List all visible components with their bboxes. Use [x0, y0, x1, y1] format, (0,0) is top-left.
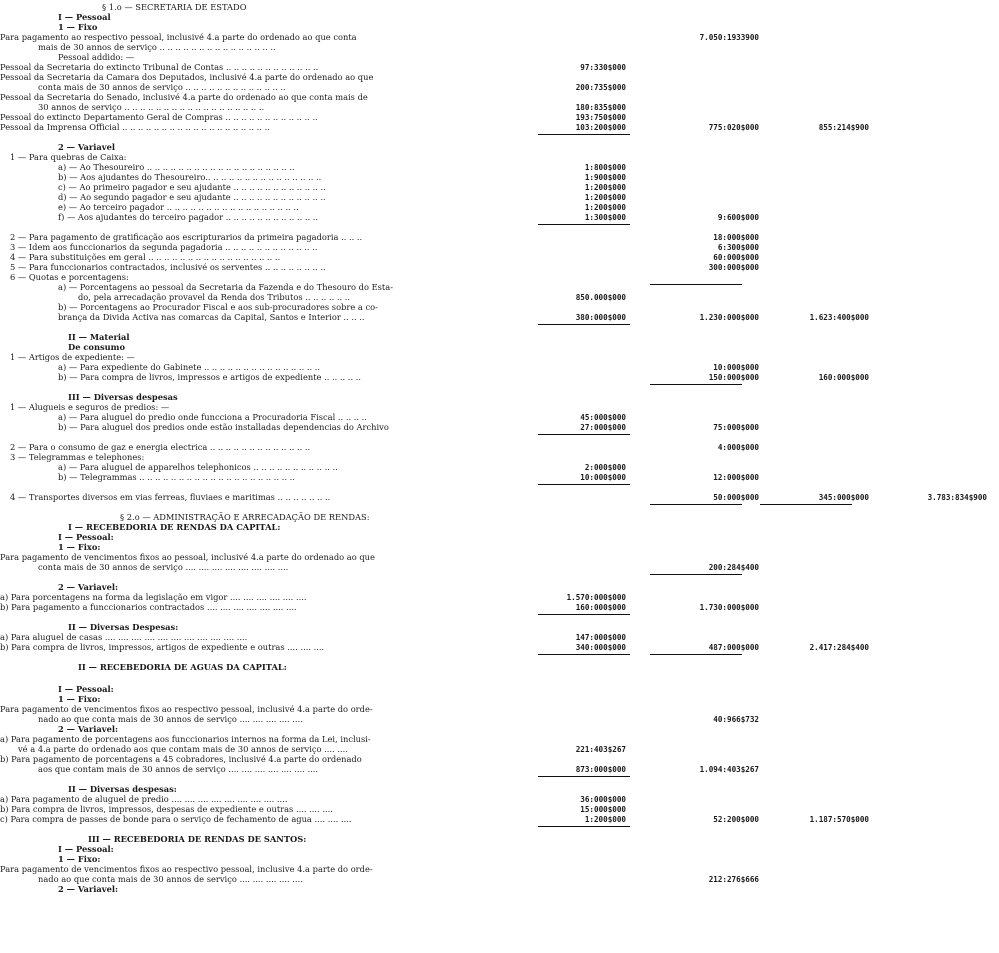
- amount-column-2: 6:300$000: [717, 243, 759, 252]
- line-text: b) — Porcentagens ao Procurador Fiscal e aos sub-procuradores sobre a co-: [58, 302, 378, 312]
- total-rule: [650, 574, 742, 575]
- line-text: Para pagamento ao respectivo pessoal, inclusivé 4.a parte do ordenado ao que conta: [0, 32, 357, 42]
- amount-column-2: 300:000$000: [708, 263, 759, 272]
- amount-column-1: 180:835$000: [575, 103, 626, 112]
- line-text: conta mais de 30 annos de serviço .. .. .. .. .. .. .. .. .. .. .. .. ..: [38, 82, 286, 92]
- budget-line: [0, 422, 999, 433]
- line-text: nado ao que conta mais de 30 annos de serviço .... .... .... .... ....: [38, 714, 303, 724]
- section-heading: I — Pessoal: [58, 12, 111, 22]
- amount-column-1: 850.000$000: [575, 293, 626, 302]
- amount-column-2: 487:000$000: [708, 643, 759, 652]
- budget-line: [0, 372, 999, 383]
- budget-line: [0, 884, 999, 895]
- amount-column-1: 36:000$000: [580, 795, 626, 804]
- budget-line: [0, 764, 999, 775]
- amount-column-2: 40:966$732: [713, 715, 759, 724]
- budget-line: [0, 492, 999, 503]
- line-text: b) — Telegrammas .. .. .. .. .. .. .. .. .. .. .. .. .. .. .. .. .. .. .. ..: [58, 472, 295, 482]
- amount-column-1: 1:200$000: [584, 193, 626, 202]
- line-text: b) Para compra de livros, impressos, despesas de expediente e outras .... .... ....: [0, 804, 333, 814]
- section-heading: III — Diversas despesas: [68, 392, 178, 402]
- amount-column-2: 1.230:000$000: [699, 313, 759, 322]
- amount-column-4: 3.783:834$900: [927, 493, 987, 502]
- amount-column-1: 15:000$000: [580, 805, 626, 814]
- budget-line: [0, 312, 999, 323]
- line-text: b) — Aos ajudantes do Thesoureiro.. .. .. .. .. .. .. .. .. .. .. .. .. .. ..: [58, 172, 322, 182]
- line-text: Pessoal da Secretaria do extincto Tribunal de Contas .. .. .. .. .. .. .. .. .. .. .. ..: [0, 62, 319, 72]
- total-rule: [538, 324, 630, 325]
- amount-column-2: 775:020$000: [708, 123, 759, 132]
- section-heading: II — Diversas despesas:: [68, 784, 177, 794]
- amount-column-2: 52:200$000: [713, 815, 759, 824]
- line-text: b) Para pagamento de porcentagens a 45 cobradores, inclusivé 4.a parte do ordenado: [0, 754, 362, 764]
- line-text: 3 — Telegrammas e telephones:: [10, 452, 145, 462]
- amount-column-3: 345:000$000: [818, 493, 869, 502]
- section-heading: 1 — Fixo:: [58, 854, 101, 864]
- line-text: 2 — Para pagamento de gratificação aos escripturarios da primeira pagadoria .. .. ..: [10, 232, 363, 242]
- amount-column-1: 193:750$000: [575, 113, 626, 122]
- amount-column-1: 1:300$000: [584, 213, 626, 222]
- amount-column-2: 212:276$666: [708, 875, 759, 884]
- total-rule: [650, 504, 742, 505]
- section-heading: III — RECEBEDORIA DE RENDAS DE SANTOS:: [88, 834, 307, 844]
- line-text: Pessoal do extincto Departamento Geral de Compras .. .. .. .. .. .. .. .. .. .. .. ..: [0, 112, 318, 122]
- amount-column-1: 1:900$000: [584, 173, 626, 182]
- budget-line: [0, 562, 999, 573]
- amount-column-1: 97:330$000: [580, 63, 626, 72]
- line-text: 30 annos de serviço .. .. .. .. .. .. .. .. .. .. .. .. .. .. .. .. .. ..: [38, 102, 265, 112]
- amount-column-2: 75:000$000: [713, 423, 759, 432]
- amount-column-1: 45:000$000: [580, 413, 626, 422]
- section-heading: II — RECEBEDORIA DE AGUAS DA CAPITAL:: [78, 662, 287, 672]
- section-heading: 2 — Variavel: [58, 142, 116, 152]
- amount-column-3: 1.623:400$000: [809, 313, 869, 322]
- line-text: a) Para pagamento de aluguel de predio .... .... .... .... .... .... .... .... ....: [0, 794, 288, 804]
- section-heading: 1 — Fixo:: [58, 542, 101, 552]
- amount-column-1: 1:200$000: [584, 203, 626, 212]
- line-text: a) — Para aluguel de apparelhos telephonicos .. .. .. .. .. .. .. .. .. .. ..: [58, 462, 338, 472]
- budget-line: [0, 122, 999, 133]
- total-rule: [538, 776, 630, 777]
- section-heading: I — Pessoal:: [58, 684, 114, 694]
- amount-column-3: 855:214$900: [818, 123, 869, 132]
- line-text: 4 — Transportes diversos em vias ferreas, fluviaes e maritimas .. .. .. .. .. .. ..: [10, 492, 331, 502]
- section-heading: I — Pessoal:: [58, 844, 114, 854]
- line-text: Para pagamento de vencimentos fixos ao respectivo pessoal, inclusivé 4.a parte do orde-: [0, 704, 373, 714]
- amount-column-1: 221:403$267: [575, 745, 626, 754]
- line-text: a) — Porcentagens ao pessoal da Secretaria da Fazenda e do Thesouro do Esta-: [58, 282, 394, 292]
- amount-column-1: 10:000$000: [580, 473, 626, 482]
- line-text: Para pagamento de vencimentos fixos ao respectivo pessoal, inclusive 4.a parte do orde-: [0, 864, 373, 874]
- amount-column-2: 7.050:1933900: [699, 33, 759, 42]
- line-text: d) — Ao segundo pagador e seu ajudante .. .. .. .. .. .. .. .. .. .. .. ..: [58, 192, 326, 202]
- amount-column-1: 27:000$000: [580, 423, 626, 432]
- total-rule: [650, 654, 742, 655]
- line-text: a) Para porcentagens na forma da legislação em vigor .... .... .... .... .... ....: [0, 592, 307, 602]
- section-heading: II — Material: [68, 332, 130, 342]
- line-text: 1 — Artigos de expediente: —: [10, 352, 135, 362]
- total-rule: [538, 826, 630, 827]
- total-rule: [538, 224, 630, 225]
- budget-line: [0, 602, 999, 613]
- amount-column-1: 2:000$000: [584, 463, 626, 472]
- amount-column-1: 1:200$000: [584, 815, 626, 824]
- section-heading: 1 — Fixo: [58, 22, 98, 32]
- amount-column-1: 160:000$000: [575, 603, 626, 612]
- amount-column-1: 1.570:000$000: [566, 593, 626, 602]
- line-text: b) Para pagamento a funccionarios contractados .... .... .... .... .... .... ....: [0, 602, 297, 612]
- amount-column-1: 1:200$000: [584, 183, 626, 192]
- line-text: a) — Ao Thesoureiro .. .. .. .. .. .. .. .. .. .. .. .. .. .. .. .. .. .. ..: [58, 162, 295, 172]
- amount-column-3: 2.417:284$400: [809, 643, 869, 652]
- line-text: mais de 30 annos de serviço .. .. .. .. .. .. .. .. .. .. .. .. .. .. ..: [38, 42, 276, 52]
- amount-column-2: 1.730:000$000: [699, 603, 759, 612]
- line-text: Pessoal da Secretaria do Senado, inclusivé 4.a parte do ordenado ao que conta mais de: [0, 92, 368, 102]
- line-text: c) Para compra de passes de bonde para o serviço de fechamento de agua .... .... ....: [0, 814, 352, 824]
- line-text: c) — Ao primeiro pagador e seu ajudante .. .. .. .. .. .. .. .. .. .. .. ..: [58, 182, 326, 192]
- section-heading: II — Diversas Despesas:: [68, 622, 179, 632]
- line-text: conta mais de 30 annos de serviço .... .... .... .... .... .... .... ....: [38, 562, 289, 572]
- line-text: b) — Para compra de livros, impressos e artigos de expediente .. .. .. .. ..: [58, 372, 361, 382]
- line-text: a) — Para expediente do Gabinete .. .. .. .. .. .. .. .. .. .. .. .. .. .. ..: [58, 362, 321, 372]
- amount-column-1: 340:000$000: [575, 643, 626, 652]
- amount-column-1: 103:200$000: [575, 123, 626, 132]
- amount-column-2: 10:000$000: [713, 363, 759, 372]
- total-rule: [538, 134, 630, 135]
- total-rule: [538, 614, 630, 615]
- line-text: Pessoal addido: —: [58, 52, 135, 62]
- amount-column-3: 160:000$000: [818, 373, 869, 382]
- budget-line: [0, 472, 999, 483]
- total-rule: [538, 434, 630, 435]
- line-text: 3 — Idem aos funccionarios da segunda pagadoria .. .. .. .. .. .. .. .. .. .. .. ..: [10, 242, 318, 252]
- line-text: § 1.o — SECRETARIA DE ESTADO: [102, 2, 247, 12]
- line-text: a) Para aluguel de casas .... .... .... .... .... .... .... .... .... .... ....: [0, 632, 248, 642]
- amount-column-2: 1.094:403$267: [699, 765, 759, 774]
- line-text: 1 — Alugueis e seguros de predios: —: [10, 402, 170, 412]
- line-text: Pessoal da Imprensa Official .. .. .. .. .. .. .. .. .. .. .. .. .. .. .. .. .. .. ..: [0, 122, 270, 132]
- budget-line: [0, 814, 999, 825]
- line-text: a) Para pagamento de porcentagens aos funccionarios internos na forma da Lei, inclusi-: [0, 734, 371, 744]
- amount-column-1: 1:800$000: [584, 163, 626, 172]
- section-heading: 2 — Variavel:: [58, 884, 119, 894]
- amount-column-1: 147:000$000: [575, 633, 626, 642]
- section-heading: 2 — Variavel:: [58, 582, 119, 592]
- amount-column-2: 150:000$000: [708, 373, 759, 382]
- total-rule: [650, 384, 742, 385]
- line-text: brança da Divida Activa nas comarcas da Capital, Santos e Interior .. .. ..: [58, 312, 365, 322]
- amount-column-2: 50:000$000: [713, 493, 759, 502]
- budget-line: [0, 642, 999, 653]
- section-heading: I — Pessoal:: [58, 532, 114, 542]
- section-heading: De consumo: [68, 342, 125, 352]
- amount-column-1: 200:735$000: [575, 83, 626, 92]
- amount-column-2: 60:000$000: [713, 253, 759, 262]
- line-text: 2 — Para o consumo de gaz e energia electrica .. .. .. .. .. .. .. .. .. .. .. .. ..: [10, 442, 311, 452]
- amount-column-2: 18:000$000: [713, 233, 759, 242]
- amount-column-2: 9:600$000: [717, 213, 759, 222]
- line-text: aos que contam mais de 30 annos de serviço .... .... .... .... .... .... ....: [38, 764, 319, 774]
- section-heading: I — RECEBEDORIA DE RENDAS DA CAPITAL:: [68, 522, 281, 532]
- line-text: Pessoal da Secretaria da Camara dos Deputados, inclusivé 4.a parte do ordenado ao que: [0, 72, 374, 82]
- amount-column-2: 200:284$400: [708, 563, 759, 572]
- total-rule: [650, 284, 742, 285]
- line-text: 6 — Quotas e porcentagens:: [10, 272, 129, 282]
- line-text: b) Para compra de livros, impressos, artigos de expediente e outras .... .... ....: [0, 642, 325, 652]
- line-text: b) — Para aluguel dos predios onde estão installadas dependencias do Archivo: [58, 422, 389, 432]
- line-text: a) — Para aluguel do predio onde funcciona a Procuradoria Fiscal .. .. .. ..: [58, 412, 367, 422]
- line-text: 1 — Para quebras de Caixa:: [10, 152, 127, 162]
- section-heading: 1 — Fixo:: [58, 694, 101, 704]
- section-heading: 2 — Variavel:: [58, 724, 119, 734]
- line-text: Para pagamento de vencimentos fixos ao pessoal, inclusivé 4.a parte do ordenado ao que: [0, 552, 375, 562]
- line-text: § 2.o — ADMINISTRAÇÃO E ARRECADAÇÃO DE RENDAS:: [120, 512, 370, 522]
- line-text: f) — Aos ajudantes do terceiro pagador .. .. .. .. .. .. .. .. .. .. .. ..: [58, 212, 319, 222]
- total-rule: [760, 504, 852, 505]
- line-text: 4 — Para substituições em geral .. .. .. .. .. .. .. .. .. .. .. .. .. .. .. .. ..: [10, 252, 281, 262]
- amount-column-2: 4:000$000: [717, 443, 759, 452]
- amount-column-2: 12:000$000: [713, 473, 759, 482]
- line-text: nado ao que conta mais de 30 annos de serviço .... .... .... .... ....: [38, 874, 303, 884]
- total-rule: [538, 484, 630, 485]
- amount-column-3: 1.187:570$000: [809, 815, 869, 824]
- budget-line: [0, 212, 999, 223]
- total-rule: [538, 654, 630, 655]
- line-text: 5 — Para funccionarios contractados, inclusivé os serventes .. .. .. .. .. .. .. ..: [10, 262, 326, 272]
- line-text: e) — Ao terceiro pagador .. .. .. .. .. .. .. .. .. .. .. .. .. .. .. .. ..: [58, 202, 299, 212]
- line-text: vé a 4.a parte do ordenado aos que contam mais de 30 annos de serviço .... ....: [18, 744, 348, 754]
- line-text: do, pela arrecadação provavel da Renda dos Tributos .. .. .. .. .. ..: [78, 292, 351, 302]
- amount-column-1: 380:000$000: [575, 313, 626, 322]
- budget-line: [0, 662, 999, 673]
- amount-column-1: 873:000$000: [575, 765, 626, 774]
